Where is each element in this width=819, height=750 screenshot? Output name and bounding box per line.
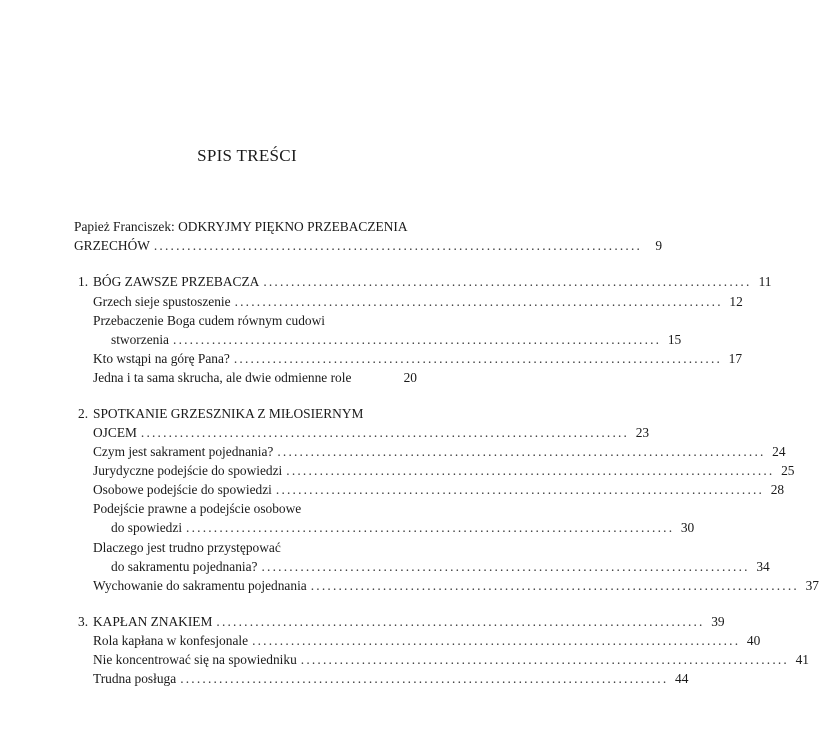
toc-page-number: 12: [729, 294, 743, 309]
toc-entry[interactable]: [93, 671, 689, 687]
toc-leader-dots: ........................................................................................: [140, 425, 630, 440]
toc-leader-dots: ........................................................................................: [300, 652, 789, 667]
toc-leader-dots: ........................................................................................: [286, 463, 775, 478]
toc-entry[interactable]: [111, 520, 695, 536]
toc-entry-label: do spowiedzi: [111, 520, 183, 535]
toc-entry-line1: Dlaczego jest trudno przystępować: [93, 540, 281, 555]
toc-leader-dots: ........................................................................................: [277, 444, 766, 459]
toc-entry-label: Jurydyczne podejście do spowiedzi: [93, 463, 283, 478]
toc-leader-dots: ........................................................................................: [275, 482, 765, 497]
toc-page-number: 37: [805, 578, 819, 593]
toc-page-number: 15: [667, 332, 682, 347]
toc-entry[interactable]: [93, 578, 819, 594]
toc-chapter-2-line1: SPOTKANIE GRZESZNIKA Z MIŁOSIERNYM: [93, 406, 364, 421]
toc-entry-label: BÓG ZAWSZE PRZEBACZA: [93, 274, 260, 289]
toc-page-number: 24: [772, 444, 786, 459]
toc-entry[interactable]: [111, 559, 770, 575]
toc-page-number: 41: [795, 652, 809, 667]
toc-page-number: 11: [758, 274, 772, 289]
toc-page-number: 34: [756, 559, 770, 574]
toc-entry-label: Grzech sieje spustoszenie: [93, 294, 231, 309]
chapter-number: 1.: [78, 274, 89, 289]
toc-entry[interactable]: [93, 652, 809, 668]
toc-page-number: 30: [680, 520, 695, 535]
toc-entry[interactable]: [93, 463, 795, 479]
toc-entry-label: GRZECHÓW: [74, 238, 150, 253]
toc-entry[interactable]: [111, 332, 682, 348]
toc-page-number: 39: [711, 614, 725, 629]
toc-page-number: 28: [770, 482, 785, 497]
toc-entry-line1: Podejście prawne a podejście osobowe: [93, 501, 302, 516]
toc-entry-label: OJCEM: [93, 425, 137, 440]
toc-entry[interactable]: [93, 482, 785, 498]
toc-page-number: 20: [403, 370, 417, 385]
toc-leader-dots: ........................................................................................: [216, 614, 705, 629]
toc-leader-dots: ........................................................................................: [234, 294, 723, 309]
toc-entry[interactable]: [93, 633, 761, 649]
toc-leader-dots: ........................................................................................: [186, 520, 675, 535]
toc-chapter-2[interactable]: [93, 425, 650, 441]
chapter-number: 3.: [78, 614, 89, 629]
toc-entry-label: Wychowanie do sakramentu pojednania: [93, 578, 307, 593]
toc-leader-dots: ........................................................................................: [252, 633, 741, 648]
toc-leader-dots: ........................................................................................: [180, 671, 669, 686]
toc-page-number: 17: [728, 351, 743, 366]
toc-entry-line1: Przebaczenie Boga cudem równym cudowi: [93, 313, 326, 328]
toc-leader-dots: ........................................................................................: [310, 578, 799, 593]
toc-entry-label: Osobowe podejście do spowiedzi: [93, 482, 272, 497]
toc-page-number: 40: [746, 633, 761, 648]
toc-leader-dots: ........................................................................................: [263, 274, 752, 289]
toc-chapter-3[interactable]: [93, 614, 725, 630]
toc-entry-label: Jedna i ta sama skrucha, ale dwie odmienne role: [93, 370, 352, 385]
toc-entry-label: KAPŁAN ZNAKIEM: [93, 614, 213, 629]
toc-entry-label: do sakramentu pojednania?: [111, 559, 258, 574]
toc-leader-dots: ........................................................................................: [153, 238, 643, 253]
chapter-number: 2.: [78, 406, 89, 421]
toc-entry[interactable]: [93, 444, 786, 460]
toc-entry-label: Nie koncentrować się na spowiedniku: [93, 652, 297, 667]
toc-entry-label: Kto wstąpi na górę Pana?: [93, 351, 230, 366]
page-title: SPIS TREŚCI: [197, 146, 297, 165]
toc-entry[interactable]: [93, 370, 417, 386]
toc-intro-line1: Papież Franciszek: ODKRYJMY PIĘKNO PRZEBACZENIA: [74, 219, 408, 234]
toc-intro-entry[interactable]: [74, 238, 663, 254]
toc-entry[interactable]: [93, 294, 743, 310]
toc-leader-dots: ........................................................................................: [261, 559, 750, 574]
toc-page-number: 44: [675, 671, 689, 686]
toc-entry[interactable]: [93, 351, 743, 367]
toc-page-number: 9: [655, 238, 663, 253]
toc-entry-label: Rola kapłana w konfesjonale: [93, 633, 249, 648]
toc-page-number: 23: [635, 425, 650, 440]
toc-leader-dots: ........................................................................................: [233, 351, 723, 366]
toc-entry-label: Trudna posługa: [93, 671, 177, 686]
toc-chapter-1[interactable]: [93, 274, 772, 290]
toc-leader-dots: ........................................................................................: [173, 332, 662, 347]
toc-page-number: 25: [781, 463, 795, 478]
toc-entry-label: Czym jest sakrament pojednania?: [93, 444, 274, 459]
toc-entry-label: stworzenia: [111, 332, 170, 347]
